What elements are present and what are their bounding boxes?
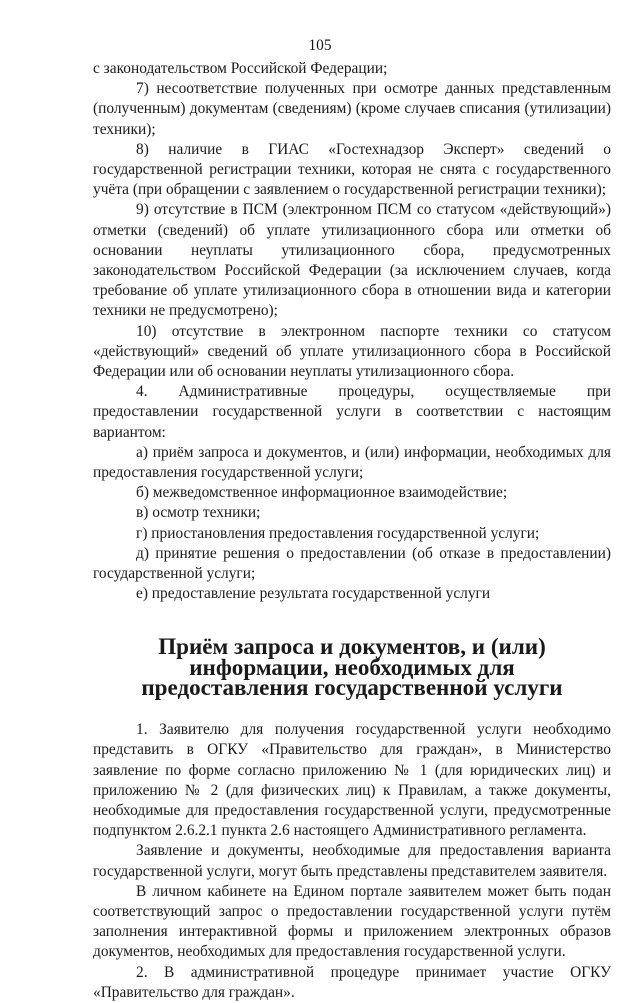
list-item: а) приём запроса и документов, и (или) информации, необходимых для предоставления государственной услуги; [93,443,611,482]
list-item: 8) наличие в ГИАС «Гостехнадзор Эксперт» сведений о государственной регистрации техники, которая не снята с государственного учёта (при обращении с заявлением о государственной регистрации техники); [93,140,611,199]
list-item: в) осмотр техники; [136,504,261,522]
text-block-bottom [93,720,611,1003]
paragraph: 1. Заявителю для получения государственной услуги необходимо представить в ОГКУ «Правительство для граждан», в Министерство заявление по форме согласно приложению № 1 (для юридических лиц) и приложению № 2 (для физических лиц) к Правилам, а также документы, необходимые для предоставления государственной услуги, предусмотренные подпунктом 2.6.2.1 пункта 2.6 настоящего Административного регламента. [93,721,611,840]
paragraph: Заявление и документы, необходимые для предоставления варианта государственной услуги, могут быть представлены представителем заявителя. [93,842,611,880]
paragraph: с законодательством Российской Федерации; [93,60,388,77]
paragraph: 2. В административной процедуре принимает участие ОГКУ «Правительство для граждан». [93,963,611,1001]
list-item: г) приостановления предоставления государственной услуги; [136,524,540,542]
text-block-top [93,59,611,604]
paragraph: 4. Административные процедуры, осуществляемые при предоставлении государственной услуги в соответствии с настоящим вариантом: [93,383,611,441]
list-item: 10) отсутствие в электронном паспорте техники со статусом «действующий» сведений об уплате утилизационного сбора в Российской Федерации или об основании неуплаты утилизационного сбора. [93,322,611,381]
page-number: 105 [308,37,332,54]
list-item: 9) отсутствие в ПСМ (электронном ПСМ со статусом «действующий») отметки (сведений) об уплате утилизационного сбора или отметки об основании неуплаты утилизационного сбора, предусмотренных законодательством Российской Федерации (за исключением случаев, когда требование об уплате утилизационного сбора в отношении вида и категории техники не предусмотрено); [93,201,611,320]
list-item: е) предоставление результата государственной услуги [136,585,491,603]
spacer [93,697,611,720]
list-item: д) принятие решения о предоставлении (об отказе в предоставлении) государственной услуги; [93,544,611,583]
list-item: 7) несоответствие полученных при осмотре данных представленным (полученным) документам (сведениям) (кроме случаев списания (утилизации) техники); [93,80,611,138]
paragraph: В личном кабинете на Едином портале заявителем может быть подан соответствующий запрос о предоставлении государственной услуги путём заполнения интерактивной формы и приложением электронных образов документов, необходимых для предоставления государственной услуги. [93,882,611,961]
section-heading: Приём запроса и документов, и (или) информации, необходимых для предоставления государственной услуги [141,633,563,700]
list-item: б) межведомственное информационное взаимодействие; [136,484,508,502]
document-body [93,59,611,1003]
spacer [93,604,611,636]
